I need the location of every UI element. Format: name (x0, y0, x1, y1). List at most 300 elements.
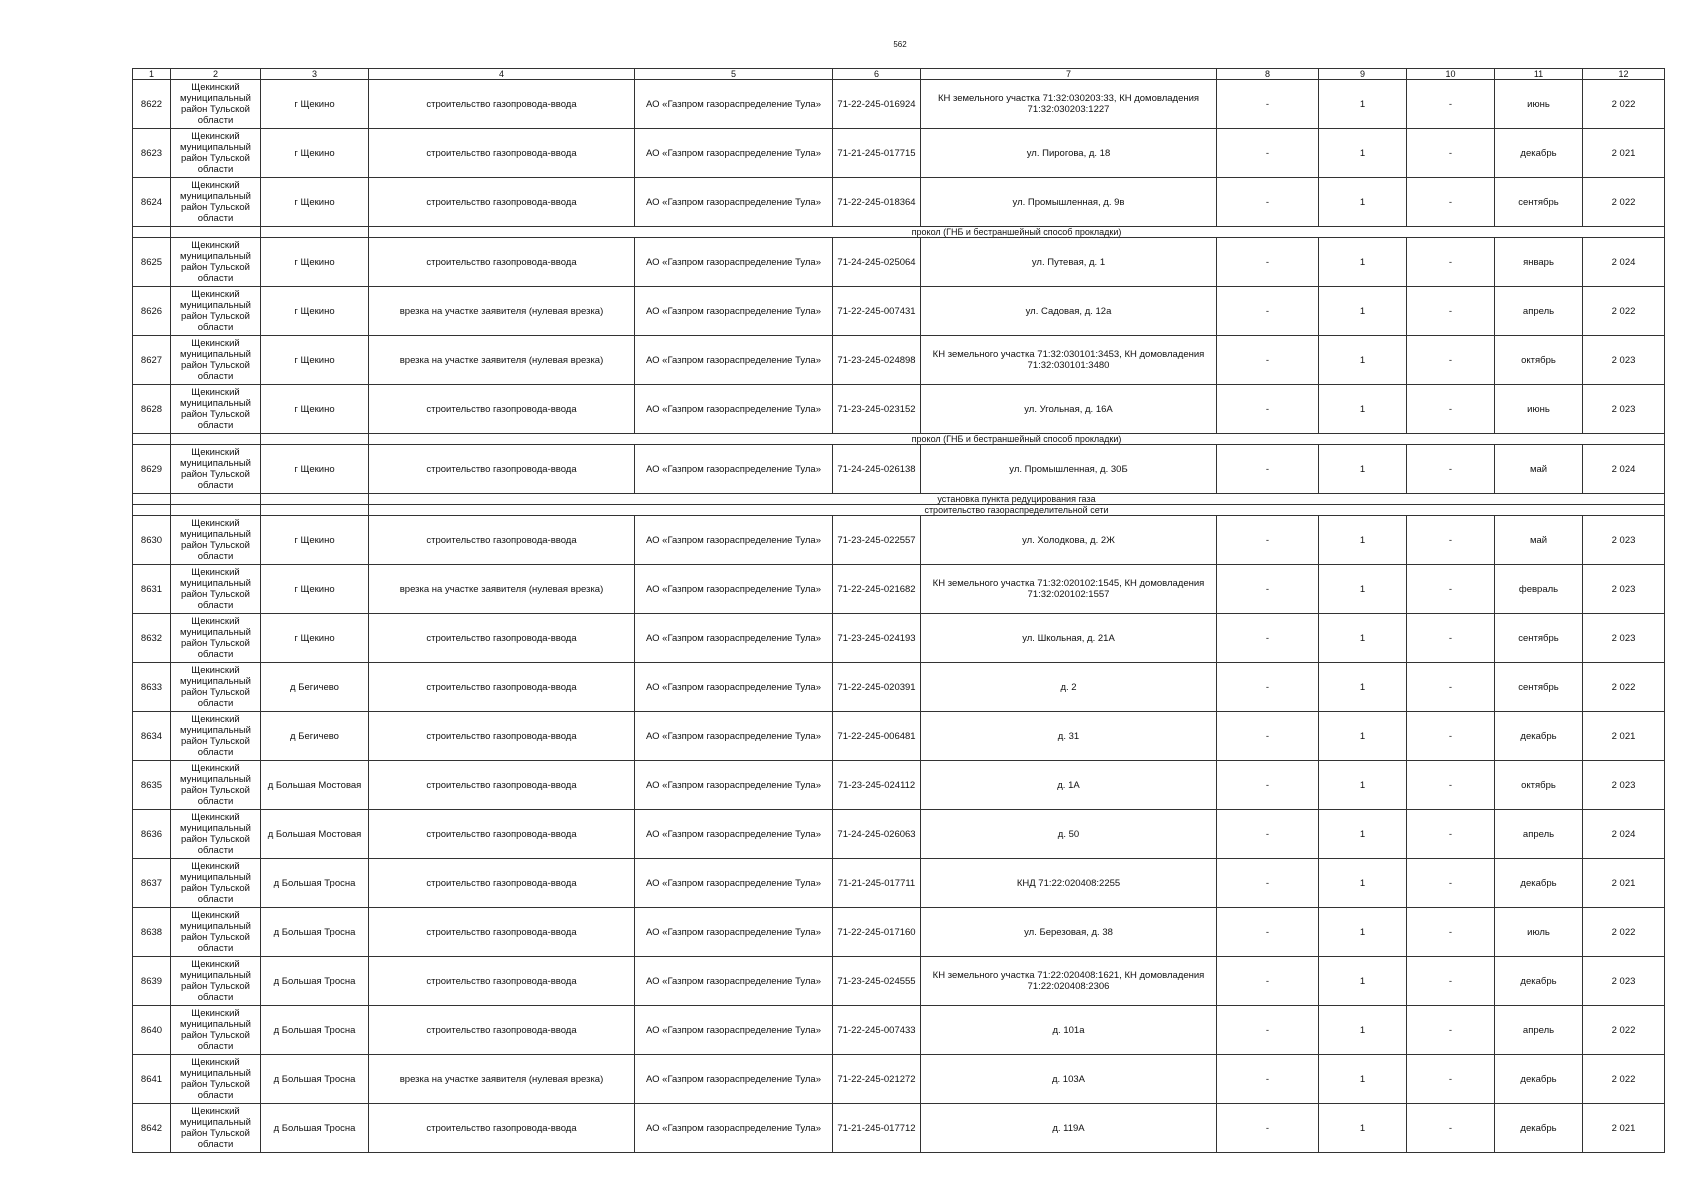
settlement-name: д Бегичево (261, 663, 369, 712)
row-number: 8625 (133, 238, 171, 287)
district-name: Щекинский муниципальный район Тульской области (171, 178, 261, 227)
table-row (133, 614, 1665, 663)
work-type: строительство газопровода-ввода (369, 957, 635, 1006)
column-10-value: - (1407, 1104, 1495, 1153)
district-name: Щекинский муниципальный район Тульской области (171, 129, 261, 178)
column-10-value: - (1407, 908, 1495, 957)
object-address: д. 1А (921, 761, 1217, 810)
column-8-value: - (1217, 859, 1319, 908)
empty-cell (261, 227, 369, 238)
row-number: 8624 (133, 178, 171, 227)
column-8-value: - (1217, 761, 1319, 810)
settlement-name: г Щекино (261, 445, 369, 494)
column-number: 7 (921, 69, 1217, 80)
application-code: 71-22-245-018364 (833, 178, 921, 227)
district-name: Щекинский муниципальный район Тульской области (171, 80, 261, 129)
work-type: врезка на участке заявителя (нулевая врезка) (369, 287, 635, 336)
application-code: 71-24-245-026063 (833, 810, 921, 859)
application-code: 71-22-245-021682 (833, 565, 921, 614)
table-row (133, 385, 1665, 434)
district-name: Щекинский муниципальный район Тульской области (171, 663, 261, 712)
column-8-value: - (1217, 287, 1319, 336)
district-name: Щекинский муниципальный район Тульской области (171, 516, 261, 565)
row-number: 8633 (133, 663, 171, 712)
column-number: 9 (1319, 69, 1407, 80)
organization-name: АО «Газпром газораспределение Тула» (635, 287, 833, 336)
quantity-value: 1 (1319, 516, 1407, 565)
section-banner-row (133, 505, 1665, 516)
column-10-value: - (1407, 761, 1495, 810)
district-name: Щекинский муниципальный район Тульской области (171, 1104, 261, 1153)
section-banner: строительство газораспределительной сети (369, 505, 1665, 516)
completion-month: июнь (1495, 385, 1583, 434)
column-8-value: - (1217, 80, 1319, 129)
column-number: 1 (133, 69, 171, 80)
work-type: строительство газопровода-ввода (369, 614, 635, 663)
application-code: 71-21-245-017712 (833, 1104, 921, 1153)
work-type: строительство газопровода-ввода (369, 663, 635, 712)
object-address: д. 2 (921, 663, 1217, 712)
completion-month: декабрь (1495, 1104, 1583, 1153)
table-row (133, 178, 1665, 227)
column-10-value: - (1407, 178, 1495, 227)
completion-year: 2 023 (1583, 336, 1665, 385)
organization-name: АО «Газпром газораспределение Тула» (635, 761, 833, 810)
column-8-value: - (1217, 178, 1319, 227)
organization-name: АО «Газпром газораспределение Тула» (635, 957, 833, 1006)
quantity-value: 1 (1319, 565, 1407, 614)
column-10-value: - (1407, 565, 1495, 614)
completion-month: апрель (1495, 810, 1583, 859)
completion-month: июль (1495, 908, 1583, 957)
organization-name: АО «Газпром газораспределение Тула» (635, 336, 833, 385)
column-10-value: - (1407, 614, 1495, 663)
table-row (133, 663, 1665, 712)
district-name: Щекинский муниципальный район Тульской области (171, 908, 261, 957)
column-10-value: - (1407, 80, 1495, 129)
quantity-value: 1 (1319, 287, 1407, 336)
organization-name: АО «Газпром газораспределение Тула» (635, 859, 833, 908)
completion-month: декабрь (1495, 712, 1583, 761)
completion-year: 2 021 (1583, 1104, 1665, 1153)
work-type: строительство газопровода-ввода (369, 445, 635, 494)
completion-month: апрель (1495, 287, 1583, 336)
section-banner: прокол (ГНБ и бестраншейный способ прокладки) (369, 434, 1665, 445)
column-number: 2 (171, 69, 261, 80)
row-number: 8641 (133, 1055, 171, 1104)
empty-cell (133, 505, 171, 516)
settlement-name: г Щекино (261, 129, 369, 178)
empty-cell (133, 227, 171, 238)
work-type: строительство газопровода-ввода (369, 712, 635, 761)
empty-cell (171, 434, 261, 445)
application-code: 71-23-245-024193 (833, 614, 921, 663)
table-row (133, 810, 1665, 859)
column-8-value: - (1217, 957, 1319, 1006)
application-code: 71-22-245-016924 (833, 80, 921, 129)
column-number: 11 (1495, 69, 1583, 80)
object-address: ул. Промышленная, д. 30Б (921, 445, 1217, 494)
column-number: 8 (1217, 69, 1319, 80)
district-name: Щекинский муниципальный район Тульской области (171, 336, 261, 385)
completion-year: 2 021 (1583, 859, 1665, 908)
district-name: Щекинский муниципальный район Тульской области (171, 385, 261, 434)
object-address: ул. Пирогова, д. 18 (921, 129, 1217, 178)
column-10-value: - (1407, 712, 1495, 761)
column-8-value: - (1217, 908, 1319, 957)
organization-name: АО «Газпром газораспределение Тула» (635, 1104, 833, 1153)
column-10-value: - (1407, 957, 1495, 1006)
column-10-value: - (1407, 663, 1495, 712)
section-banner-row (133, 494, 1665, 505)
quantity-value: 1 (1319, 445, 1407, 494)
settlement-name: д Большая Тросна (261, 957, 369, 1006)
completion-year: 2 024 (1583, 810, 1665, 859)
row-number: 8629 (133, 445, 171, 494)
column-8-value: - (1217, 614, 1319, 663)
organization-name: АО «Газпром газораспределение Тула» (635, 385, 833, 434)
column-8-value: - (1217, 810, 1319, 859)
column-8-value: - (1217, 712, 1319, 761)
district-name: Щекинский муниципальный район Тульской области (171, 761, 261, 810)
organization-name: АО «Газпром газораспределение Тула» (635, 80, 833, 129)
completion-month: апрель (1495, 1006, 1583, 1055)
completion-month: декабрь (1495, 859, 1583, 908)
column-10-value: - (1407, 1006, 1495, 1055)
quantity-value: 1 (1319, 1055, 1407, 1104)
column-8-value: - (1217, 336, 1319, 385)
empty-cell (261, 494, 369, 505)
column-10-value: - (1407, 445, 1495, 494)
row-number: 8623 (133, 129, 171, 178)
completion-year: 2 023 (1583, 614, 1665, 663)
quantity-value: 1 (1319, 80, 1407, 129)
completion-month: май (1495, 445, 1583, 494)
row-number: 8632 (133, 614, 171, 663)
completion-month: декабрь (1495, 957, 1583, 1006)
settlement-name: г Щекино (261, 178, 369, 227)
object-address: д. 119А (921, 1104, 1217, 1153)
object-address: КН земельного участка 71:32:030101:3453, КН домовладения 71:32:030101:3480 (921, 336, 1217, 385)
row-number: 8638 (133, 908, 171, 957)
table-row (133, 238, 1665, 287)
settlement-name: д Бегичево (261, 712, 369, 761)
completion-year: 2 022 (1583, 1006, 1665, 1055)
quantity-value: 1 (1319, 1104, 1407, 1153)
table-row (133, 908, 1665, 957)
column-number: 4 (369, 69, 635, 80)
settlement-name: г Щекино (261, 516, 369, 565)
column-8-value: - (1217, 445, 1319, 494)
completion-month: май (1495, 516, 1583, 565)
row-number: 8639 (133, 957, 171, 1006)
quantity-value: 1 (1319, 761, 1407, 810)
organization-name: АО «Газпром газораспределение Тула» (635, 445, 833, 494)
work-type: строительство газопровода-ввода (369, 516, 635, 565)
settlement-name: д Большая Тросна (261, 1104, 369, 1153)
column-10-value: - (1407, 129, 1495, 178)
table-row (133, 336, 1665, 385)
column-8-value: - (1217, 129, 1319, 178)
completion-year: 2 022 (1583, 1055, 1665, 1104)
completion-year: 2 021 (1583, 129, 1665, 178)
empty-cell (261, 434, 369, 445)
table-row (133, 1006, 1665, 1055)
object-address: д. 50 (921, 810, 1217, 859)
object-address: д. 101а (921, 1006, 1217, 1055)
work-type: строительство газопровода-ввода (369, 129, 635, 178)
column-8-value: - (1217, 663, 1319, 712)
quantity-value: 1 (1319, 614, 1407, 663)
settlement-name: д Большая Тросна (261, 908, 369, 957)
quantity-value: 1 (1319, 178, 1407, 227)
table-row (133, 129, 1665, 178)
section-banner: прокол (ГНБ и бестраншейный способ прокладки) (369, 227, 1665, 238)
column-number-row (133, 69, 1665, 80)
quantity-value: 1 (1319, 957, 1407, 1006)
object-address: КН земельного участка 71:22:020408:1621, КН домовладения 71:22:020408:2306 (921, 957, 1217, 1006)
column-number: 6 (833, 69, 921, 80)
settlement-name: д Большая Тросна (261, 1055, 369, 1104)
work-type: строительство газопровода-ввода (369, 761, 635, 810)
quantity-value: 1 (1319, 385, 1407, 434)
application-code: 71-23-245-023152 (833, 385, 921, 434)
settlement-name: г Щекино (261, 614, 369, 663)
object-address: д. 31 (921, 712, 1217, 761)
column-8-value: - (1217, 385, 1319, 434)
section-banner-row (133, 434, 1665, 445)
district-name: Щекинский муниципальный район Тульской области (171, 565, 261, 614)
work-type: строительство газопровода-ввода (369, 238, 635, 287)
column-10-value: - (1407, 516, 1495, 565)
column-8-value: - (1217, 1104, 1319, 1153)
completion-month: декабрь (1495, 129, 1583, 178)
completion-year: 2 023 (1583, 957, 1665, 1006)
completion-month: сентябрь (1495, 614, 1583, 663)
organization-name: АО «Газпром газораспределение Тула» (635, 908, 833, 957)
district-name: Щекинский муниципальный район Тульской области (171, 859, 261, 908)
column-10-value: - (1407, 238, 1495, 287)
empty-cell (171, 505, 261, 516)
table-row (133, 445, 1665, 494)
quantity-value: 1 (1319, 129, 1407, 178)
application-code: 71-23-245-022557 (833, 516, 921, 565)
column-10-value: - (1407, 859, 1495, 908)
table-row (133, 287, 1665, 336)
table-row (133, 1104, 1665, 1153)
completion-month: октябрь (1495, 336, 1583, 385)
settlement-name: д Большая Мостовая (261, 810, 369, 859)
row-number: 8636 (133, 810, 171, 859)
application-code: 71-24-245-026138 (833, 445, 921, 494)
row-number: 8622 (133, 80, 171, 129)
work-type: врезка на участке заявителя (нулевая врезка) (369, 565, 635, 614)
column-number: 5 (635, 69, 833, 80)
completion-month: декабрь (1495, 1055, 1583, 1104)
completion-year: 2 023 (1583, 761, 1665, 810)
application-code: 71-23-245-024112 (833, 761, 921, 810)
register-table (132, 68, 1665, 1153)
section-banner-row (133, 227, 1665, 238)
column-10-value: - (1407, 810, 1495, 859)
district-name: Щекинский муниципальный район Тульской области (171, 614, 261, 663)
organization-name: АО «Газпром газораспределение Тула» (635, 178, 833, 227)
completion-year: 2 024 (1583, 238, 1665, 287)
application-code: 71-22-245-017160 (833, 908, 921, 957)
organization-name: АО «Газпром газораспределение Тула» (635, 663, 833, 712)
row-number: 8627 (133, 336, 171, 385)
work-type: врезка на участке заявителя (нулевая врезка) (369, 336, 635, 385)
object-address: ул. Угольная, д. 16А (921, 385, 1217, 434)
work-type: строительство газопровода-ввода (369, 1006, 635, 1055)
row-number: 8642 (133, 1104, 171, 1153)
column-number: 12 (1583, 69, 1665, 80)
settlement-name: д Большая Тросна (261, 1006, 369, 1055)
organization-name: АО «Газпром газораспределение Тула» (635, 810, 833, 859)
quantity-value: 1 (1319, 712, 1407, 761)
row-number: 8640 (133, 1006, 171, 1055)
organization-name: АО «Газпром газораспределение Тула» (635, 565, 833, 614)
section-banner: установка пункта редуцирования газа (369, 494, 1665, 505)
completion-month: июнь (1495, 80, 1583, 129)
object-address: ул. Школьная, д. 21А (921, 614, 1217, 663)
work-type: строительство газопровода-ввода (369, 178, 635, 227)
empty-cell (171, 494, 261, 505)
district-name: Щекинский муниципальный район Тульской области (171, 810, 261, 859)
application-code: 71-22-245-007433 (833, 1006, 921, 1055)
work-type: строительство газопровода-ввода (369, 385, 635, 434)
completion-year: 2 023 (1583, 385, 1665, 434)
work-type: строительство газопровода-ввода (369, 810, 635, 859)
settlement-name: г Щекино (261, 238, 369, 287)
application-code: 71-22-245-020391 (833, 663, 921, 712)
organization-name: АО «Газпром газораспределение Тула» (635, 516, 833, 565)
quantity-value: 1 (1319, 908, 1407, 957)
district-name: Щекинский муниципальный район Тульской области (171, 712, 261, 761)
column-8-value: - (1217, 238, 1319, 287)
completion-month: октябрь (1495, 761, 1583, 810)
object-address: ул. Березовая, д. 38 (921, 908, 1217, 957)
quantity-value: 1 (1319, 336, 1407, 385)
organization-name: АО «Газпром газораспределение Тула» (635, 614, 833, 663)
work-type: строительство газопровода-ввода (369, 1104, 635, 1153)
organization-name: АО «Газпром газораспределение Тула» (635, 712, 833, 761)
empty-cell (261, 505, 369, 516)
settlement-name: г Щекино (261, 287, 369, 336)
row-number: 8626 (133, 287, 171, 336)
district-name: Щекинский муниципальный район Тульской области (171, 287, 261, 336)
completion-year: 2 024 (1583, 445, 1665, 494)
application-code: 71-22-245-007431 (833, 287, 921, 336)
table-row (133, 80, 1665, 129)
table-row (133, 565, 1665, 614)
work-type: строительство газопровода-ввода (369, 908, 635, 957)
object-address: ул. Промышленная, д. 9в (921, 178, 1217, 227)
organization-name: АО «Газпром газораспределение Тула» (635, 1055, 833, 1104)
row-number: 8631 (133, 565, 171, 614)
application-code: 71-24-245-025064 (833, 238, 921, 287)
completion-year: 2 022 (1583, 908, 1665, 957)
completion-month: сентябрь (1495, 178, 1583, 227)
column-8-value: - (1217, 565, 1319, 614)
application-code: 71-21-245-017715 (833, 129, 921, 178)
empty-cell (133, 494, 171, 505)
object-address: ул. Путевая, д. 1 (921, 238, 1217, 287)
object-address: КН земельного участка 71:32:030203:33, КН домовладения 71:32:030203:1227 (921, 80, 1217, 129)
quantity-value: 1 (1319, 859, 1407, 908)
empty-cell (133, 434, 171, 445)
object-address: ул. Садовая, д. 12а (921, 287, 1217, 336)
row-number: 8634 (133, 712, 171, 761)
table-row (133, 712, 1665, 761)
completion-year: 2 023 (1583, 516, 1665, 565)
work-type: врезка на участке заявителя (нулевая врезка) (369, 1055, 635, 1104)
work-type: строительство газопровода-ввода (369, 859, 635, 908)
column-10-value: - (1407, 385, 1495, 434)
column-8-value: - (1217, 516, 1319, 565)
column-number: 3 (261, 69, 369, 80)
row-number: 8637 (133, 859, 171, 908)
completion-month: январь (1495, 238, 1583, 287)
organization-name: АО «Газпром газораспределение Тула» (635, 1006, 833, 1055)
completion-month: сентябрь (1495, 663, 1583, 712)
column-8-value: - (1217, 1006, 1319, 1055)
quantity-value: 1 (1319, 1006, 1407, 1055)
row-number: 8628 (133, 385, 171, 434)
column-number: 10 (1407, 69, 1495, 80)
table-row (133, 859, 1665, 908)
application-code: 71-22-245-021272 (833, 1055, 921, 1104)
column-10-value: - (1407, 336, 1495, 385)
organization-name: АО «Газпром газораспределение Тула» (635, 129, 833, 178)
row-number: 8635 (133, 761, 171, 810)
object-address: ул. Холодкова, д. 2Ж (921, 516, 1217, 565)
object-address: д. 103А (921, 1055, 1217, 1104)
organization-name: АО «Газпром газораспределение Тула» (635, 238, 833, 287)
completion-year: 2 022 (1583, 178, 1665, 227)
completion-month: февраль (1495, 565, 1583, 614)
completion-year: 2 022 (1583, 287, 1665, 336)
district-name: Щекинский муниципальный район Тульской области (171, 957, 261, 1006)
object-address: КН земельного участка 71:32:020102:1545, КН домовладения 71:32:020102:1557 (921, 565, 1217, 614)
application-code: 71-21-245-017711 (833, 859, 921, 908)
quantity-value: 1 (1319, 238, 1407, 287)
settlement-name: г Щекино (261, 80, 369, 129)
settlement-name: г Щекино (261, 565, 369, 614)
completion-year: 2 022 (1583, 80, 1665, 129)
settlement-name: г Щекино (261, 336, 369, 385)
quantity-value: 1 (1319, 663, 1407, 712)
object-address: КНД 71:22:020408:2255 (921, 859, 1217, 908)
column-10-value: - (1407, 1055, 1495, 1104)
table-row (133, 516, 1665, 565)
district-name: Щекинский муниципальный район Тульской области (171, 445, 261, 494)
row-number: 8630 (133, 516, 171, 565)
table-row (133, 761, 1665, 810)
completion-year: 2 022 (1583, 663, 1665, 712)
settlement-name: д Большая Тросна (261, 859, 369, 908)
district-name: Щекинский муниципальный район Тульской области (171, 238, 261, 287)
column-10-value: - (1407, 287, 1495, 336)
settlement-name: д Большая Мостовая (261, 761, 369, 810)
table-row (133, 957, 1665, 1006)
quantity-value: 1 (1319, 810, 1407, 859)
empty-cell (171, 227, 261, 238)
district-name: Щекинский муниципальный район Тульской области (171, 1055, 261, 1104)
settlement-name: г Щекино (261, 385, 369, 434)
application-code: 71-23-245-024898 (833, 336, 921, 385)
completion-year: 2 023 (1583, 565, 1665, 614)
